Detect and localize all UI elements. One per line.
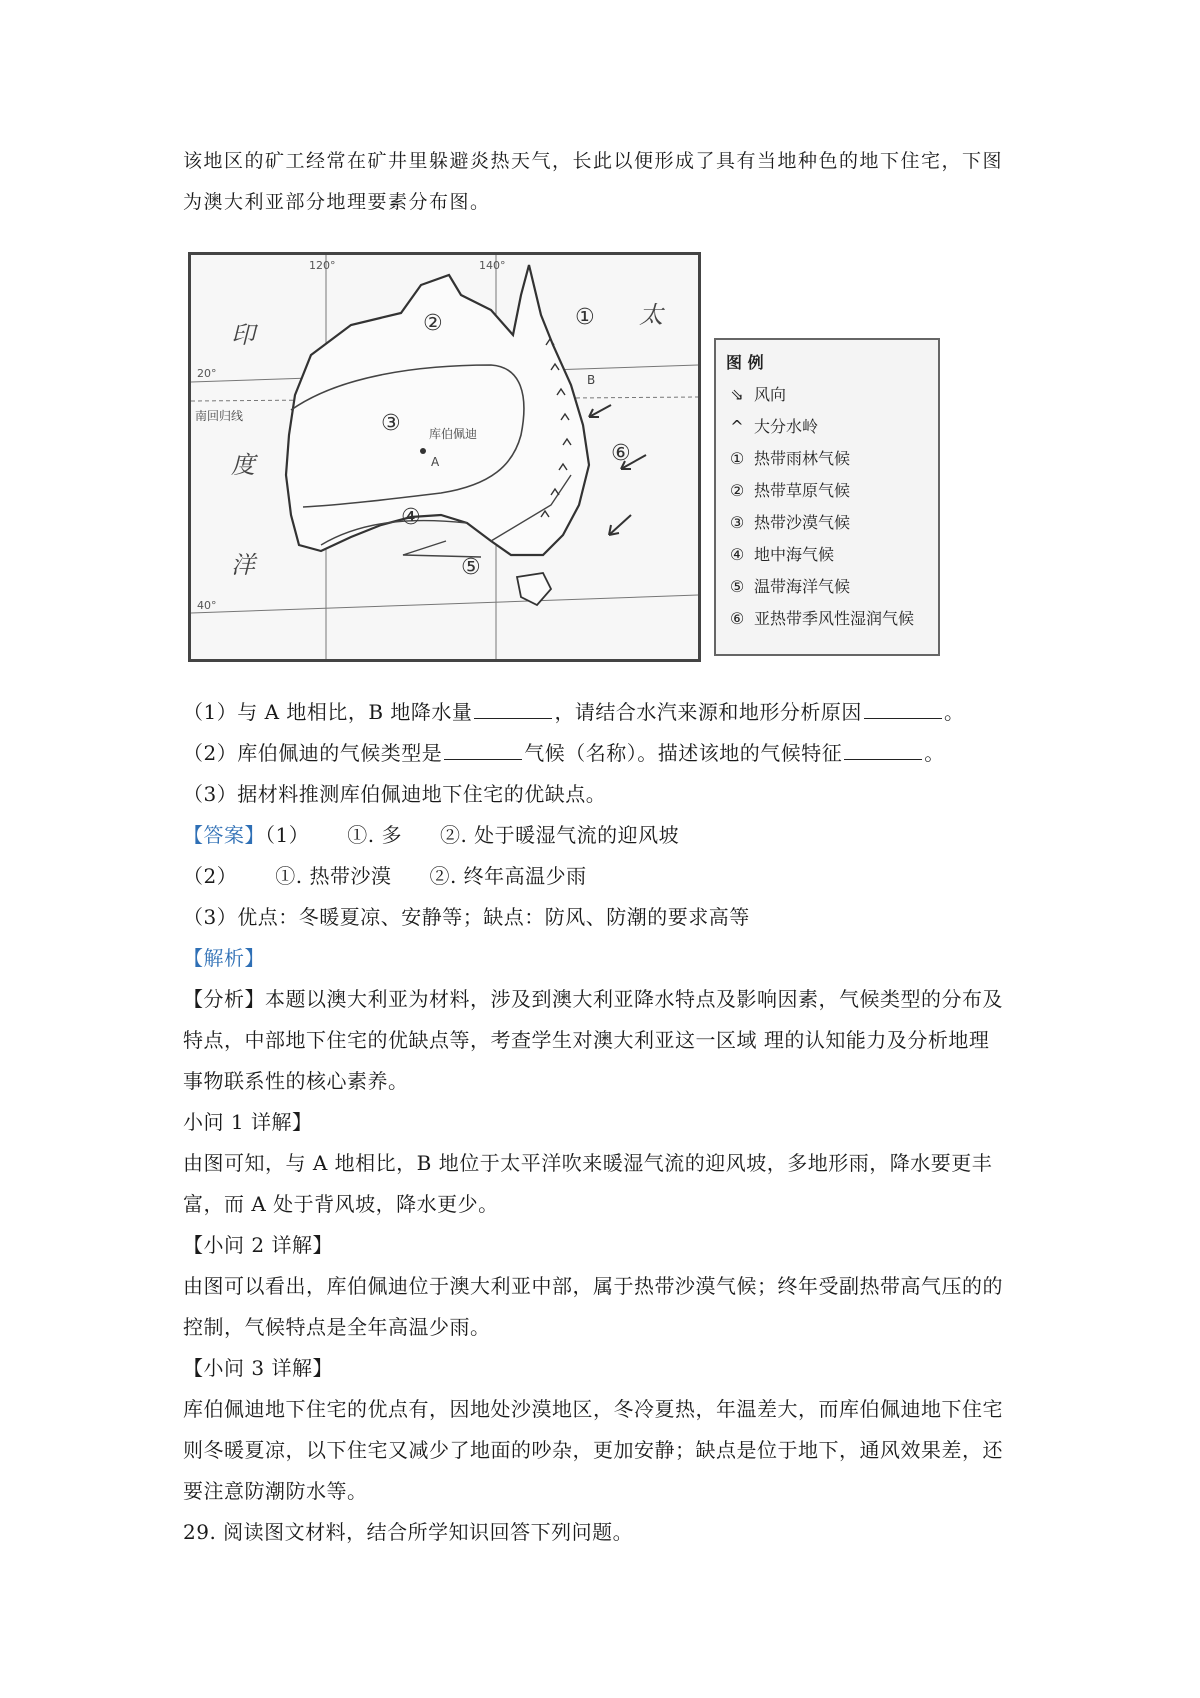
coord-140: 140° — [479, 259, 506, 272]
legend-item-6 — [726, 606, 914, 629]
analysis-p1-line1: 【分析】本题以澳大利亚为材料，涉及到澳大利亚降水特点及影响因素，气候类型的分布及 — [183, 987, 1003, 1011]
detail-3-line1: 库伯佩迪地下住宅的优点有，因地处沙漠地区，冬冷夏热，年温差大，而库伯佩迪地下住宅 — [183, 1397, 1003, 1421]
answer-line-3: （3）优点：冬暖夏凉、安静等；缺点：防风、防潮的要求高等 — [183, 905, 750, 929]
legend-title: 图 例 — [726, 353, 764, 372]
legend-number: ⑥ — [729, 609, 745, 628]
question-text: 。 — [924, 741, 945, 765]
legend-item-label: 大分水岭 — [754, 417, 819, 436]
legend-item-2 — [726, 478, 850, 501]
region-4-label: ④ — [401, 505, 421, 530]
intro-line-2: 为澳大利亚部分地理要素分布图。 — [183, 191, 491, 213]
coord-40: 40° — [197, 599, 217, 612]
question-1 — [183, 692, 1043, 733]
legend-item-5 — [726, 574, 850, 597]
legend-item-1 — [726, 446, 850, 469]
legend-number: ④ — [729, 545, 745, 564]
coord-20: 20° — [197, 367, 217, 380]
detail-1-line1: 由图可知，与 A 地相比，B 地位于太平洋吹来暖湿气流的迎风坡，多地形雨，降水要更丰 — [183, 1151, 993, 1175]
map-frame — [188, 252, 701, 662]
city-label: 库伯佩迪 — [429, 427, 478, 441]
question-text: （1）与 A 地相比，B 地降水量 — [183, 700, 473, 724]
point-b-label: B — [587, 373, 596, 387]
question-2 — [183, 733, 1043, 774]
analysis-p1-line3: 事物联系性的核心素养。 — [183, 1069, 409, 1093]
answer-number: （1） — [265, 823, 310, 847]
answer-blank — [444, 743, 522, 760]
question-text: ，请结合水汽来源和地形分析原因 — [554, 700, 862, 724]
ocean-label-4: 太 — [639, 301, 663, 329]
answer-number: （2） — [183, 864, 238, 888]
map-legend — [714, 338, 940, 656]
region-5-label: ⑤ — [461, 555, 481, 580]
answer-item: ①. 热带沙漠 — [275, 864, 392, 888]
legend-item-3 — [726, 510, 850, 533]
detail-3-heading: 【小问 3 详解】 — [183, 1356, 333, 1380]
region-1-label: ① — [575, 305, 595, 330]
question-3: （3）据材料推测库伯佩迪地下住宅的优缺点。 — [183, 782, 607, 806]
region-2-label: ② — [423, 311, 443, 336]
region-3-label: ③ — [381, 411, 401, 436]
legend-item-divide — [726, 414, 818, 437]
legend-item-label: 地中海气候 — [754, 545, 835, 564]
intro-line-1: 该地区的矿工经常在矿井里躲避炎热天气，长此以便形成了具有当地种色的地下住宅，下图 — [183, 150, 1004, 172]
question-text: 气候（名称）。描述该地的气候特征 — [524, 741, 843, 765]
legend-item-4 — [726, 542, 834, 565]
legend-number: ① — [729, 449, 745, 468]
ocean-label-1: 印 — [231, 321, 255, 349]
detail-2-line2: 控制，气候特点是全年高温少雨。 — [183, 1315, 491, 1339]
answer-item: ②. 终年高温少雨 — [429, 864, 587, 888]
answer-line-1 — [183, 815, 1043, 856]
analysis-p1-line2: 特点，中部地下住宅的优缺点等，考查学生对澳大利亚这一区域 理的认知能力及分析地理 — [183, 1028, 990, 1052]
answer-tag: 【答案】 — [183, 823, 265, 847]
detail-1-line2: 富，而 A 处于背风坡，降水更少。 — [183, 1192, 499, 1216]
legend-item-label: 热带草原气候 — [754, 481, 851, 500]
legend-item-label: 热带雨林气候 — [754, 449, 851, 468]
question-text: （2）库伯佩迪的气候类型是 — [183, 741, 443, 765]
point-a-label: A — [431, 455, 440, 469]
mountain-icon: ^ — [730, 417, 744, 436]
question-text: 。 — [943, 700, 965, 724]
legend-number: ⑤ — [729, 577, 745, 596]
answer-blank — [844, 743, 922, 760]
answer-blank — [864, 702, 942, 719]
legend-item-wind — [726, 382, 786, 405]
ocean-label-2: 度 — [231, 451, 255, 479]
answer-blank — [474, 702, 552, 719]
region-6-label: ⑥ — [611, 441, 631, 466]
analysis-tag: 【解析】 — [183, 946, 265, 970]
detail-1-heading: 小问 1 详解】 — [183, 1110, 313, 1134]
tropic-label: 南回归线 — [195, 409, 244, 423]
wind-arrow-icon: ⇘ — [730, 385, 744, 404]
legend-item-label: 温带海洋气候 — [754, 577, 851, 596]
coord-120: 120° — [309, 259, 336, 272]
detail-3-line3: 要注意防潮防水等。 — [183, 1479, 368, 1503]
answer-line-2 — [183, 856, 1043, 897]
legend-item-label: 热带沙漠气候 — [754, 513, 851, 532]
legend-item-label: 风向 — [754, 385, 787, 404]
detail-3-line2: 则冬暖夏凉，以下住宅又减少了地面的吵杂，更加安静；缺点是位于地下，通风效果差，还 — [183, 1438, 1003, 1462]
detail-2-line1: 由图可以看出，库伯佩迪位于澳大利亚中部，属于热带沙漠气候；终年受副热带高气压的的 — [183, 1274, 1003, 1298]
next-question: 29. 阅读图文材料，结合所学知识回答下列问题。 — [183, 1520, 634, 1544]
legend-item-label: 亚热带季风性湿润气候 — [754, 609, 915, 628]
legend-number: ③ — [729, 513, 745, 532]
australia-map-figure — [188, 248, 948, 668]
answer-item: ②. 处于暖湿气流的迎风坡 — [439, 823, 680, 847]
legend-number: ② — [729, 481, 745, 500]
detail-2-heading: 【小问 2 详解】 — [183, 1233, 333, 1257]
answer-item: ①. 多 — [347, 823, 402, 847]
ocean-label-3: 洋 — [231, 551, 255, 579]
